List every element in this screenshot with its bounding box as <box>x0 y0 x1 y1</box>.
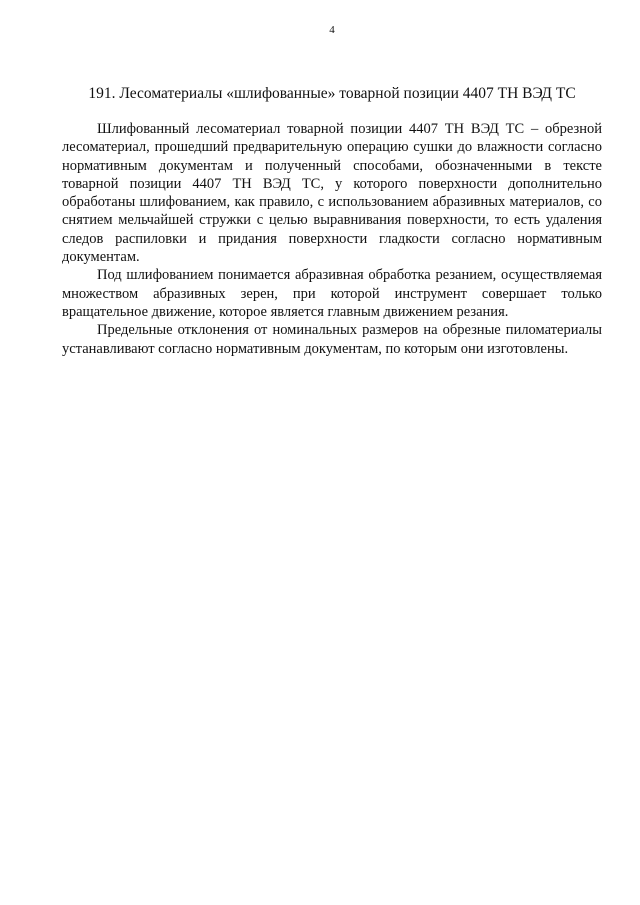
section-heading: 191. Лесоматериалы «шлифованные» товарной позиции 4407 ТН ВЭД ТС <box>88 85 576 102</box>
paragraph-grinding: Под шлифованием понимается абразивная обработка резанием, осуществляемая множеством абразивных зерен, при которой инструмент совершает только вращательное движение, которое является главным движением резания. <box>62 267 602 320</box>
body-text <box>62 120 602 358</box>
page-number: 4 <box>329 24 335 36</box>
paragraph-tolerances: Предельные отклонения от номинальных размеров на обрезные пиломатериалы устанавливают согласно нормативным документам, по которым они изготовлены. <box>62 322 602 357</box>
paragraph-definition: Шлифованный лесоматериал товарной позиции 4407 ТН ВЭД ТС – обрезной лесоматериал, прошедший предварительную операцию сушки до влажности согласно нормативным документам и полученный способами, обозначенными в тексте товарной позиции 4407 ТН ВЭД ТС, у которого поверхности дополнительно обработаны шлифованием, как правило, с использованием абразивных материалов, со снятием мельчайшей стружки с целью выравнивания поверхности, то есть удаления следов распиловки и придания поверхности гладкости согласно нормативным документам. <box>62 121 602 266</box>
